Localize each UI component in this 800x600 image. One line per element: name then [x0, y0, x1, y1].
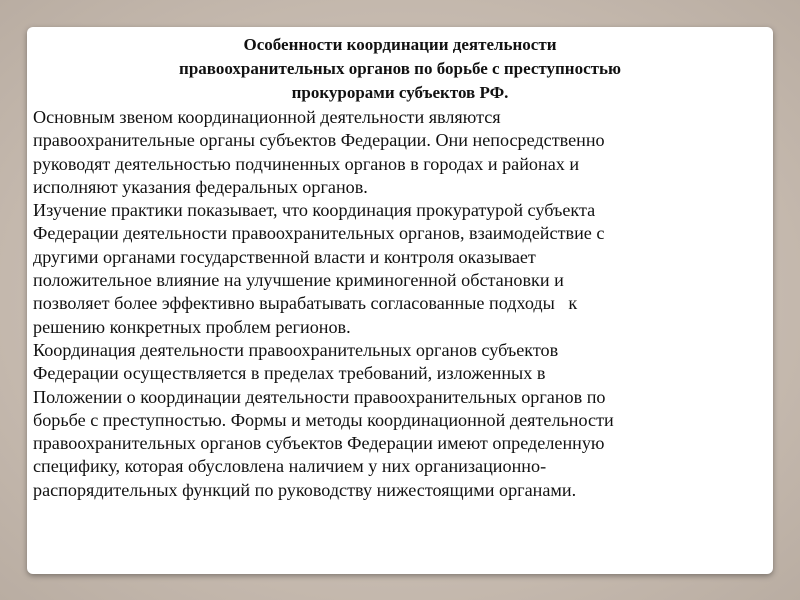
- body-line: правоохранительные органы субъектов Федерации. Они непосредственно: [33, 130, 605, 151]
- slide-body: [33, 106, 773, 502]
- body-line: Основным звеном координационной деятельности являются: [33, 107, 501, 127]
- body-line: специфику, которая обусловлена наличием у них организационно-: [33, 456, 547, 477]
- body-line: правоохранительных органов субъектов Федерации имеют определенную: [33, 433, 605, 454]
- slide-title: [33, 33, 773, 105]
- slide-title-line: прокурорами субъектов РФ.: [291, 83, 509, 102]
- body-line: борьбе с преступностью. Формы и методы координационной деятельности: [33, 409, 614, 430]
- slide-card: [27, 27, 773, 574]
- body-line: руководят деятельностью подчиненных органов в городах и районах и: [33, 153, 580, 174]
- slide-title-line: Особенности координации деятельности: [243, 35, 557, 54]
- body-line: другими органами государственной власти и контроля оказывает: [33, 246, 536, 267]
- body-line: положительное влияние на улучшение криминогенной обстановки и: [33, 270, 564, 291]
- body-line: исполняют указания федеральных органов.: [33, 176, 368, 197]
- body-line: Федерации деятельности правоохранительных органов, взаимодействие с: [33, 223, 605, 244]
- body-line: Положении о координации деятельности правоохранительных органов по: [33, 386, 606, 407]
- body-line: Изучение практики показывает, что координация прокуратурой субъекта: [33, 200, 596, 221]
- body-line: решению конкретных проблем регионов.: [33, 316, 351, 337]
- body-line: Координация деятельности правоохранительных органов субъектов: [33, 339, 559, 360]
- body-line: позволяет более эффективно вырабатывать согласованные подходы к: [33, 293, 578, 314]
- slide-title-line: правоохранительных органов по борьбе с преступностью: [179, 59, 621, 78]
- body-line: распорядительных функций по руководству нижестоящими органами.: [33, 479, 577, 500]
- body-line: Федерации осуществляется в пределах требований, изложенных в: [33, 363, 546, 384]
